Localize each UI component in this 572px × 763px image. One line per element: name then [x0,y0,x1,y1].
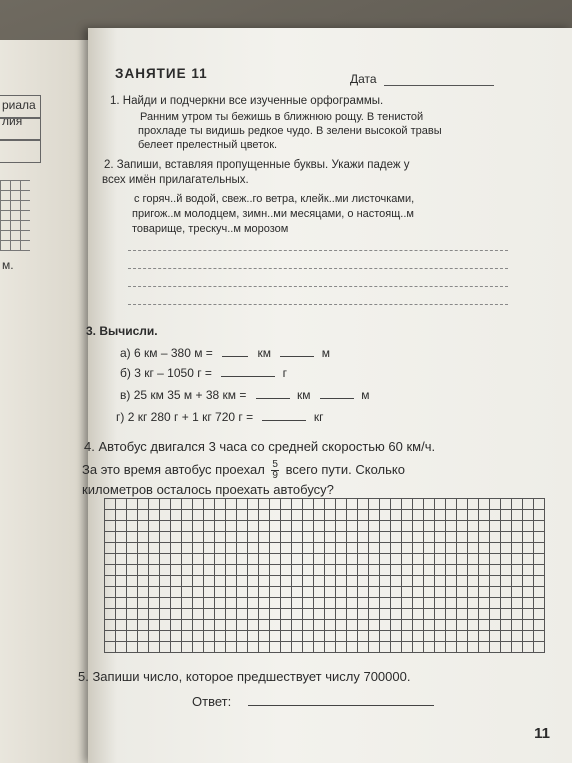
task3-item [120,366,287,380]
writing-line [128,250,508,251]
task3-heading: 3. Вычисли. [86,324,158,338]
answer-line [248,705,434,706]
answer-blank [262,420,306,421]
task2-heading: всех имён прилагательных. [102,174,249,186]
task3-expr: в) 25 км 35 м + 38 км = [120,388,247,402]
workbook-page [78,28,572,763]
answer-blank [222,356,248,357]
task3-unit: км [297,388,311,402]
task4-text: всего пути. Сколько [285,461,405,477]
fraction-numerator: 5 [272,459,278,470]
task3-unit: г [282,366,288,380]
left-table-cell [0,117,41,141]
task3-item [120,388,369,402]
left-fragment-3: м. [2,258,14,272]
answer-blank [256,398,290,399]
task2-line: с горяч..й водой, свеж..го ветра, клейк..ми листочками, [134,193,415,205]
task4-text: За это время автобус проехал [82,461,265,477]
left-table-cell [0,139,41,163]
task1-line: прохладе ты видишь редкое чудо. В зелени высокой травы [138,125,442,137]
task5-text: 5. Запиши число, которое предшествует числу 700000. [78,669,411,684]
task3-expr: б) 3 кг – 1050 г = [120,366,212,380]
date-label: Дата [350,72,377,86]
writing-line [128,304,508,305]
lesson-title: ЗАНЯТИЕ 11 [115,66,208,81]
answer-blank [221,376,275,377]
left-table-cell [0,95,41,119]
writing-line [128,286,508,287]
task1-heading: 1. Найди и подчеркни все изученные орфограммы. [110,95,384,107]
task3-unit: м [361,388,370,402]
task3-expr: г) 2 кг 280 г + 1 кг 720 г = [116,410,254,424]
task2-heading: 2. Запиши, вставляя пропущенные буквы. Укажи падеж у [104,159,410,171]
answer-blank [280,356,314,357]
task3-unit: кг [313,410,324,424]
task1-line: Ранним утром ты бежишь в ближнюю рощу. В тенистой [140,111,424,123]
fraction [271,460,279,481]
answer-label: Ответ: [192,694,232,709]
task4-line: километров осталось проехать автобусу? [82,482,334,497]
task3-unit: км [257,346,271,360]
task2-line: пригож..м молодцем, зимн..ми месяцами, о настоящ..м [132,208,414,220]
writing-line [128,268,508,269]
task3-item [116,410,323,424]
task1-line: белеет прелестный цветок. [138,139,278,151]
task4-line [82,460,405,481]
page-number: 11 [534,725,550,742]
fraction-denominator: 9 [272,470,278,481]
answer-blank [320,398,354,399]
left-grid [0,180,30,251]
task4-line: 4. Автобус двигался 3 часа со средней скоростью 60 км/ч. [84,439,436,454]
left-fragment-2: лия [2,114,23,128]
graph-paper-grid [104,498,545,653]
task2-line: товарище, трескуч..м морозом [132,223,289,235]
task3-expr: а) 6 км – 380 м = [120,346,213,360]
task3-unit: м [321,346,330,360]
date-line [384,85,494,86]
left-fragment-1: риала [2,98,36,112]
task3-item [120,346,330,360]
